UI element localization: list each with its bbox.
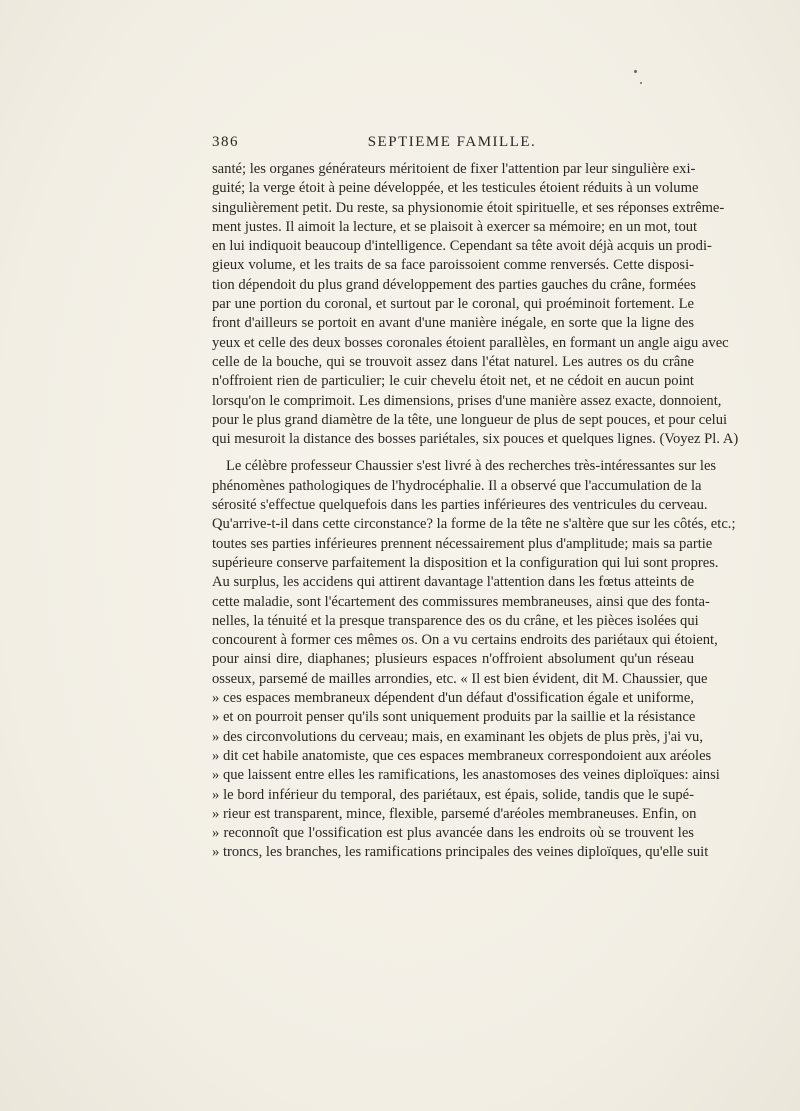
text-line: guité; la verge étoit à peine développée, et les testicules étoient réduits à un volume [212, 180, 699, 197]
text-line: n'offroient rien de particulier; le cuir chevelu étoit net, et ne cédoit en aucun point [212, 373, 694, 390]
text-line: » dit cet habile anatomiste, que ces espaces membraneux correspondoient aux aréoles [212, 747, 712, 764]
text-line: » rieur est transparent, mince, flexible, parsemé d'aréoles membraneuses. Enfin, on [212, 805, 697, 822]
page-header [212, 134, 692, 156]
paragraph-chaussier-observations [212, 457, 736, 862]
text-line: » et on pourroit penser qu'ils sont uniquement produits par la saillie et la résistance [212, 709, 696, 726]
text-line: » ces espaces membraneux dépendent d'un défaut d'ossification égale et uniforme, [212, 690, 694, 707]
text-line: qui mesuroit la distance des bosses pariétales, six pouces et quelques lignes. (Voyez Pl. A) [212, 431, 739, 448]
text-line: Au surplus, les accidens qui attirent davantage l'attention dans les fœtus atteints de [212, 574, 695, 591]
paragraph-case-description [212, 160, 739, 449]
text-line: en lui indiquoit beaucoup d'intelligence. Cependant sa tête avoit déjà acquis un prodi- [212, 238, 712, 255]
text-line: pour ainsi dire, diaphanes; plusieurs espaces n'offroient absolument qu'un réseau [212, 651, 694, 668]
text-line: Qu'arrive-t-il dans cette circonstance? la forme de la tête ne s'altère que sur les côtés, etc.; [212, 516, 736, 533]
text-line: cette maladie, sont l'écartement des commissures membraneuses, ainsi que des fonta- [212, 593, 710, 610]
text-line: gieux volume, et les traits de sa face paroissoient comme renversés. Cette disposi- [212, 257, 694, 274]
text-line: toutes ses parties inférieures prennent nécessairement plus d'amplitude; mais sa partie [212, 535, 713, 552]
running-title: SEPTIEME FAMILLE. [367, 134, 537, 150]
paper-speck [634, 70, 637, 73]
text-line: concourent à former ces mêmes os. On a vu certains endroits des pariétaux qui étoient, [212, 632, 718, 649]
text-line: ment justes. Il aimoit la lecture, et se plaisoit à exercer sa mémoire; en un mot, tout [212, 218, 698, 235]
text-line: front d'ailleurs se portoit en avant d'une manière inégale, en sorte que la ligne des [212, 315, 694, 332]
text-line: nelles, la ténuité et la presque transparence des os du crâne, et les pièces isolées qui [212, 612, 699, 629]
text-line: » le bord inférieur du temporal, des pariétaux, est épais, solide, tandis que le supé- [212, 786, 694, 803]
text-line: lorsqu'on le comprimoit. Les dimensions, prises d'une manière assez exacte, donnoient, [212, 392, 722, 409]
text-line: » troncs, les branches, les ramifications principales des veines diploïques, qu'elle suit [212, 844, 709, 861]
text-line: par une portion du coronal, et surtout par le coronal, qui proéminoit fortement. Le [212, 296, 694, 313]
page-number: 386 [212, 134, 239, 150]
text-line: osseux, parsemé de mailles arrondies, etc. « Il est bien évident, dit M. Chaussier, que [212, 670, 708, 687]
body-text [212, 160, 739, 863]
text-line: celle de la bouche, qui se trouvoit assez dans l'état naturel. Les autres os du crâne [212, 353, 694, 370]
text-line: pour le plus grand diamètre de la tête, une longueur de plus de sept pouces, et pour celui [212, 411, 728, 428]
text-line: tion dépendoit du plus grand développement des parties gauches du crâne, formées [212, 276, 696, 293]
text-line: santé; les organes générateurs méritoient de fixer l'attention par leur singulière exi- [212, 161, 696, 177]
text-line: » que laissent entre elles les ramifications, les anastomoses des veines diploïques: ainsi [212, 767, 720, 784]
text-line: sérosité s'effectue quelquefois dans les parties inférieures des ventricules du cerveau. [212, 497, 708, 514]
text-line: singulièrement petit. Du reste, sa physionomie étoit spirituelle, et ses réponses extrême- [212, 199, 725, 216]
text-line: » reconnoît que l'ossification est plus avancée dans les endroits où se trouvent les [212, 825, 694, 842]
text-line: supérieure conserve parfaitement la disposition et la configuration qui lui sont propres. [212, 554, 719, 571]
text-line: » des circonvolutions du cerveau; mais, en examinant les objets de plus près, j'ai vu, [212, 728, 703, 745]
text-line: yeux et celle des deux bosses coronales étoient parallèles, en formant un angle aigu avec [212, 334, 729, 351]
text-line: Le célèbre professeur Chaussier s'est livré à des recherches très-intéressantes sur les [226, 458, 717, 475]
paper-speck [640, 82, 642, 84]
text-line: phénomènes pathologiques de l'hydrocéphalie. Il a observé que l'accumulation de la [212, 477, 702, 494]
